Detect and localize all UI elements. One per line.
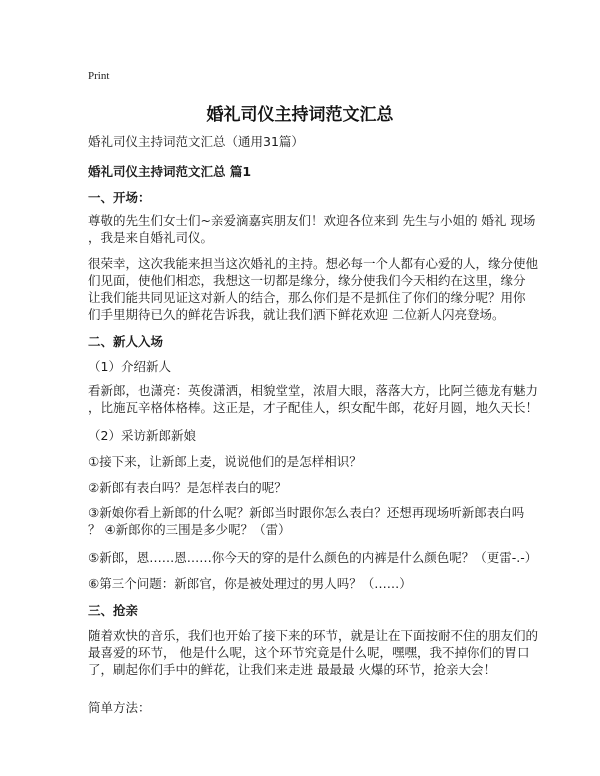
paragraph-line: 最喜爱的环节， 他是什么呢，这个环节究竟是什么呢，嘿嘿，我不掉你们的胃口 (88, 645, 530, 660)
opening-paragraph-2 (88, 255, 539, 323)
simple-method: 简单方法： (88, 700, 151, 715)
question-2: ②新郎有表白吗？是怎样表白的呢？ (88, 480, 287, 495)
interview-couple: （2）采访新郎新娘 (88, 428, 196, 443)
paragraph-line: 随着欢快的音乐，我们也开始了接下来的环节，就是让在下面按耐不住的朋友们的 (88, 628, 539, 643)
question-1: ①接下来，让新郎上麦，说说他们的是怎样相识？ (88, 454, 362, 469)
paragraph-line: 们手里期待已久的鲜花告诉我，就让我们洒下鲜花欢迎 二位新人闪亮登场。 (88, 307, 505, 322)
document-subtitle: 婚礼司仪主持词范文汇总（通用31篇） (88, 134, 304, 149)
heading-opening: 一、开场： (88, 190, 151, 205)
paragraph-line: ，我是来自婚礼司仪。 (88, 230, 214, 245)
groom-paragraph (88, 382, 539, 416)
paragraph-line: 看新郎，也潇亮：英俊潇洒，相貌堂堂，浓眉大眼，落落大方，比阿兰德龙有魅力 (88, 383, 539, 398)
question-6: ⑥第三个问题：新郎官，你是被处理过的男人吗？（……） (88, 576, 412, 591)
paragraph-line: 了，刷起你们手中的鲜花，让我们来走进 最最最 火爆的环节，抢亲大会！ (88, 662, 496, 677)
paragraph-line: 很荣幸，这次我能来担当这次婚礼的主持。想必每一个人都有心爱的人，缘分使他 (88, 256, 539, 271)
paragraph-line: ③新娘你看上新郎的什么呢？新郎当时跟你怎么表白？还想再现场听新郎表白吗 (88, 505, 525, 520)
heading-grab-bride: 三、抢亲 (88, 603, 139, 618)
question-3 (88, 504, 525, 538)
document-title: 婚礼司仪主持词范文汇总 (206, 105, 394, 125)
grab-paragraph (88, 627, 539, 678)
heading-entrance: 二、新人入场 (88, 334, 164, 349)
paragraph-line: ，比施瓦辛格体格棒。这正是，才子配佳人，织女配牛郎，花好月圆，地久天长！ (88, 400, 539, 415)
paragraph-line: 让我们能共同见证这对新人的结合，那么你们是不是抓住了你们的缘分呢？用你 (88, 290, 526, 305)
print-label: Print (88, 70, 110, 82)
paragraph-line: 们见面，使他们相恋，我想这一切都是缘分，缘分使我们今天相约在这里，缘分 (88, 273, 526, 288)
intro-newlyweds: （1）介绍新人 (88, 359, 171, 374)
paragraph-line: ？ ④新郎你的三围是多少呢？（雷） (88, 522, 291, 537)
section-title: 婚礼司仪主持词范文汇总 篇1 (88, 164, 252, 179)
paragraph-line: 尊敬的先生们女士们~亲爱滴嘉宾朋友们！欢迎各位来到 先生与小姐的 婚礼 现场 (88, 213, 536, 228)
question-5: ⑤新郎，恩……恩……你今天的穿的是什么颜色的内裤是什么颜色呢？（更雷-.-） (88, 550, 538, 565)
opening-paragraph-1 (88, 212, 536, 246)
